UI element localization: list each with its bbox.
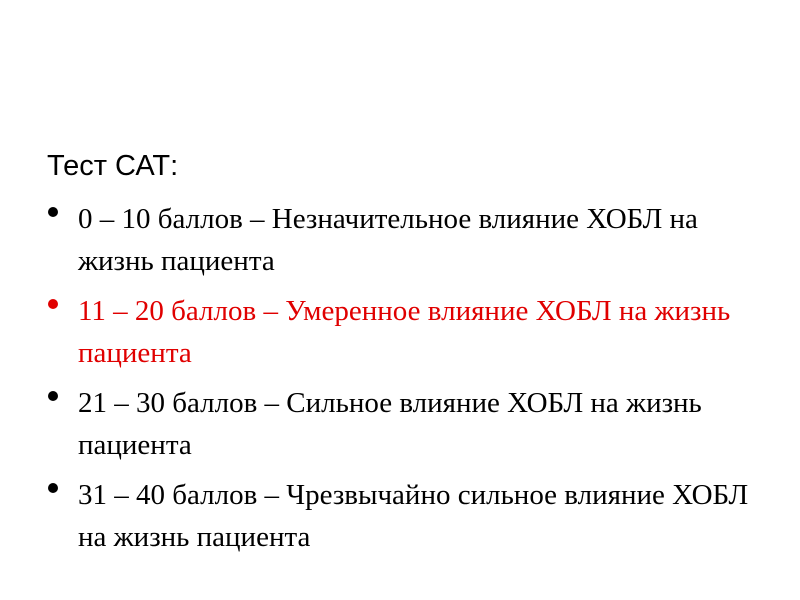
list-item-text: 11 – 20 баллов – Умеренное влияние ХОБЛ на жизнь пациента [78,295,731,369]
list-item [46,290,766,374]
list-item [46,474,766,558]
slide-heading: Тест САТ: [47,150,179,182]
list-item-text: 31 – 40 баллов – Чрезвычайно сильное влияние ХОБЛ на жизнь пациента [78,479,749,553]
bullet-list [46,198,766,566]
bullet-icon [48,299,58,309]
list-item [46,382,766,466]
bullet-icon [48,391,58,401]
bullet-icon [48,207,58,217]
list-item-text: 21 – 30 баллов – Сильное влияние ХОБЛ на жизнь пациента [78,387,702,461]
list-item [46,198,766,282]
bullet-icon [48,483,58,493]
list-item-text: 0 – 10 баллов – Незначительное влияние ХОБЛ на жизнь пациента [78,203,698,277]
